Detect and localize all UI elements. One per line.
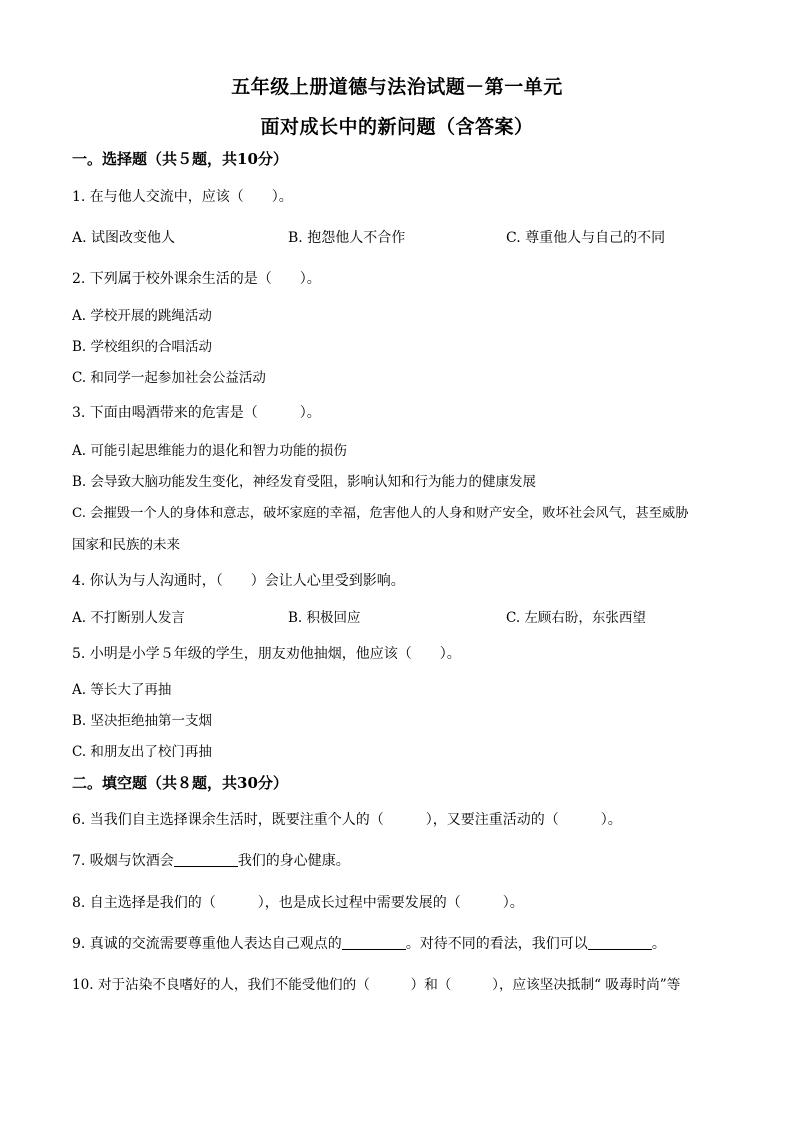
question-3-option-a: A. 可能引起思维能力的退化和智力功能的损伤 bbox=[72, 443, 347, 459]
question-1-option-a: A. 试图改变他人 bbox=[72, 230, 176, 246]
question-9 bbox=[72, 934, 666, 954]
question-8: 8. 自主选择是我们的（ ），也是成长过程中需要发展的（ ）。 bbox=[72, 895, 524, 911]
question-4-option-c: C. 左顾右盼，东张西望 bbox=[506, 610, 646, 626]
question-5-option-b: B. 坚决拒绝抽第一支烟 bbox=[72, 713, 213, 729]
question-4-option-b: B. 积极回应 bbox=[288, 610, 361, 626]
doc-title-line-2: 面对成长中的新问题（含答案） bbox=[260, 116, 534, 138]
question-5-stem: 5. 小明是小学５年级的学生，朋友劝他抽烟，他应该（ ）。 bbox=[72, 646, 461, 662]
question-9-blank-1 bbox=[342, 935, 406, 950]
question-4-option-a: A. 不打断别人发言 bbox=[72, 610, 185, 626]
question-5-option-a: A. 等长大了再抽 bbox=[72, 682, 172, 698]
section-2-heading: 二。填空题（共８题，共30分） bbox=[72, 774, 288, 792]
question-9-blank-2 bbox=[588, 935, 652, 950]
question-3-stem: 3. 下面由喝酒带来的危害是（ ）。 bbox=[72, 405, 321, 421]
question-2-option-b: B. 学校组织的合唱活动 bbox=[72, 339, 213, 355]
question-5-option-c: C. 和朋友出了校门再抽 bbox=[72, 744, 212, 760]
question-7 bbox=[72, 851, 350, 871]
question-7-blank bbox=[174, 852, 238, 867]
question-2-stem: 2. 下列属于校外课余生活的是（ ）。 bbox=[72, 271, 321, 287]
question-2-option-a: A. 学校开展的跳绳活动 bbox=[72, 308, 212, 324]
question-3-option-c-line-2: 国家和民族的未来 bbox=[72, 537, 180, 553]
question-1-option-c: C. 尊重他人与自己的不同 bbox=[506, 230, 666, 246]
question-7-text-before: 7. 吸烟与饮酒会 bbox=[72, 853, 174, 869]
question-10: 10. 对于沾染不良嗜好的人，我们不能受他们的（ ）和（ ），应该坚决抵制“ 吸毒时尚”等 bbox=[72, 977, 681, 993]
question-9-text-2: 。对待不同的看法，我们可以 bbox=[405, 936, 588, 952]
question-1-stem: 1. 在与他人交流中，应该（ ）。 bbox=[72, 189, 293, 205]
section-1-heading: 一。选择题（共５题，共10分） bbox=[72, 150, 288, 168]
question-6: 6. 当我们自主选择课余生活时，既要注重个人的（ ），又要注重活动的（ ）。 bbox=[72, 812, 622, 828]
question-3-option-b: B. 会导致大脑功能发生变化，神经发育受阻，影响认知和行为能力的健康发展 bbox=[72, 474, 537, 490]
question-1-option-b: B. 抱怨他人不合作 bbox=[288, 230, 406, 246]
question-9-text-1: 9. 真诚的交流需要尊重他人表达自己观点的 bbox=[72, 936, 342, 952]
question-4-stem: 4. 你认为与人沟通时，（ ）会让人心里受到影响。 bbox=[72, 573, 405, 589]
question-3-option-c-line-1: C. 会摧毁一个人的身体和意志，破坏家庭的幸福，危害他人的人身和财产安全，败坏社会风气，甚至威胁 bbox=[72, 506, 689, 521]
question-7-text-after: 我们的身心健康。 bbox=[237, 853, 350, 869]
question-2-option-c: C. 和同学一起参加社会公益活动 bbox=[72, 370, 266, 386]
question-9-text-3: 。 bbox=[651, 936, 666, 952]
doc-title-line-1: 五年级上册道德与法治试题－第一单元 bbox=[231, 76, 563, 98]
